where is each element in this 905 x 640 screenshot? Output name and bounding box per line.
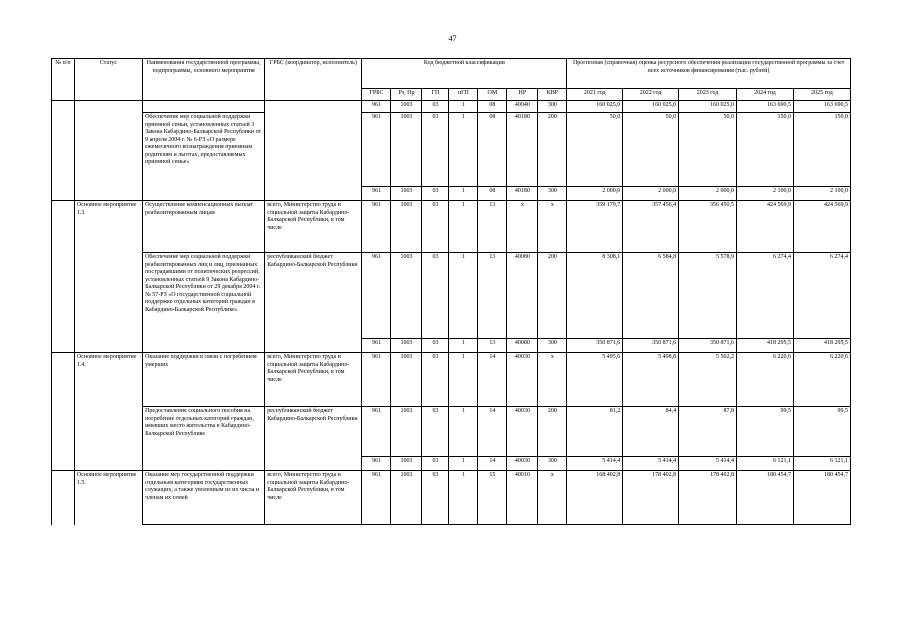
cell: 2 000,0 [567,187,623,201]
cell: 40180 [507,113,538,187]
cell: 300 [538,339,567,353]
cell: х [538,471,567,525]
table-row [52,101,851,113]
cell: 13 [478,253,507,339]
cell: 180 454,7 [737,471,794,525]
cell: 424 569,9 [793,201,850,253]
cell: 1003 [391,353,422,407]
cell: 99,5 [737,407,794,457]
cell: 359 179,7 [567,201,623,253]
table-row [52,113,851,187]
cell: 03 [422,339,449,353]
cell: 03 [422,253,449,339]
cell: 08 [478,187,507,201]
cell: 1 [449,113,478,187]
cell: 40080 [507,339,538,353]
cell: 961 [362,253,391,339]
cell: 178 402,8 [679,471,737,525]
cell: 1 [449,407,478,457]
cell: 180 454,7 [793,471,850,525]
cell: 961 [362,113,391,187]
cell: 40080 [507,253,538,339]
cell: 961 [362,407,391,457]
cell: 163 690,5 [737,101,794,113]
cell: 150,0 [737,113,794,187]
row-grbs: республиканский бюджет Кабардино-Балкарской Республики [265,253,362,353]
cell: 40030 [507,407,538,457]
row-grbs: всего, Министерство труда и социальной защиты Кабардино-Балкарской Республики, в том числе [265,353,362,407]
table-row [52,253,851,339]
cell: 8 308,1 [567,253,623,339]
cell: 03 [422,187,449,201]
cell: 5 495,6 [567,353,623,407]
cell: 1 [449,457,478,471]
sub-pgp: пГП [449,89,478,101]
cell: 178 402,8 [623,471,679,525]
sub-grbs: ГРБС [362,89,391,101]
cell: 961 [362,457,391,471]
cell: 2 100,0 [793,187,850,201]
cell: 03 [422,113,449,187]
cell: 84,4 [623,407,679,457]
table-row [52,201,851,253]
row-status: Основное мероприятие 1.5. [74,471,142,525]
cell: 6 121,1 [737,457,794,471]
cell: 356 450,5 [679,201,737,253]
cell: 961 [362,471,391,525]
col-status: Статус [74,59,142,101]
cell: 5 414,4 [567,457,623,471]
cell: 961 [362,339,391,353]
row-grbs: республиканский бюджет Кабардино-Балкарской Республики [265,407,362,471]
cell: 6 274,4 [793,253,850,339]
row-name: Оказание мер государственной поддержки отдельным категориям государственных служащих, а также уволенным из их числа и членам их семей [143,471,265,525]
sub-2024: 2024 год [737,89,794,101]
cell: х [538,201,567,253]
cell: 1 [449,471,478,525]
cell: 2 100,0 [737,187,794,201]
cell: 40180 [507,187,538,201]
col-forecast: Прогнозная (справочная) оценка ресурсного обеспечения реализации государственной программы за счет всех источников финансирования (тыс. рублей) [567,59,851,89]
cell: 1 [449,101,478,113]
cell: 14 [478,353,507,407]
row-status: Основное мероприятие 1.3. [74,201,142,253]
row-name: Обеспечение мер социальной поддержки реабилитированных лиц и лиц, признанных пострадавшими от политических репрессий, установленных статьей 9 Закона Кабардино-Балкарской Республики от 29 декабря 2004 г. № 57-РЗ «О государственной социальной поддержке отдельных категорий граждан в Кабардино-Балкарской Республике» [143,253,265,353]
cell: 200 [538,113,567,187]
cell: 87,8 [679,407,737,457]
cell: 350 871,6 [567,339,623,353]
col-grbs: ГРБС (координатор, исполнитель) [265,59,362,101]
row-name: Предоставление социального пособия на погребение отдельных категорий граждан, имевших место жительства в Кабардино-Балкарской Республике [143,407,265,471]
sub-om: ОМ [478,89,507,101]
row-name: Обеспечение мер социальной поддержки приемной семьи, установленных статьей 3 Закона Кабардино-Балкарской Республики от 9 апреля 2004 г. № 6-РЗ «О размере ежемесячного вознаграждения приемным родителям и льготах, предоставляемых приемной семье» [143,113,265,201]
cell: 50,0 [567,113,623,187]
cell: 200 [538,407,567,457]
cell: 08 [478,101,507,113]
page-number: 47 [448,34,457,43]
cell: 1003 [391,471,422,525]
cell: 14 [478,457,507,471]
cell: 03 [422,101,449,113]
cell: 160 025,0 [567,101,623,113]
cell: 357 456,4 [623,201,679,253]
cell: 5 498,8 [623,353,679,407]
cell: 40030 [507,353,538,407]
cell: 03 [422,201,449,253]
cell: 961 [362,101,391,113]
cell: 13 [478,339,507,353]
cell: 150,0 [793,113,850,187]
cell: 6 121,1 [793,457,850,471]
row-grbs: всего, Министерство труда и социальной защиты Кабардино-Балкарской Республики, в том числе [265,471,362,525]
cell: 81,2 [567,407,623,457]
cell: 6 584,8 [623,253,679,339]
cell: 300 [538,187,567,201]
cell: 40040 [507,101,538,113]
cell: 300 [538,457,567,471]
cell: 14 [478,407,507,457]
cell: 40010 [507,471,538,525]
cell: 6 220,6 [793,353,850,407]
sub-gp: ГП [422,89,449,101]
cell: 2 000,0 [623,187,679,201]
sub-rzpr: Рз, Пр [391,89,422,101]
cell: 03 [422,407,449,457]
cell: 03 [422,353,449,407]
cell: х [538,353,567,407]
cell: 160 025,0 [679,101,737,113]
table-row [52,471,851,525]
cell: 168 402,8 [567,471,623,525]
col-name: Наименования государственной программы, подпрограммы, основного мероприятия [143,59,265,101]
cell: 99,5 [793,407,850,457]
cell: 50,0 [679,113,737,187]
col-code: Код бюджетной классификации [362,59,567,89]
sub-2023: 2023 год [679,89,737,101]
col-num: № п/п [52,59,75,101]
cell: 160 025,0 [623,101,679,113]
sub-nr: НР [507,89,538,101]
cell: 1 [449,201,478,253]
cell: 5 502,2 [679,353,737,407]
cell: 961 [362,201,391,253]
cell: 03 [422,457,449,471]
cell: 15 [478,471,507,525]
cell: 1003 [391,457,422,471]
cell: 1003 [391,339,422,353]
cell: 6 220,6 [737,353,794,407]
cell: 1 [449,353,478,407]
cell: 5 414,4 [679,457,737,471]
cell: 1 [449,187,478,201]
cell: 424 569,9 [737,201,794,253]
cell: 6 274,4 [737,253,794,339]
cell: 50,0 [623,113,679,187]
cell: 1 [449,339,478,353]
cell: 1003 [391,253,422,339]
row-grbs: всего, Министерство труда и социальной защиты Кабардино-Балкарской Республики, в том числе [265,201,362,253]
cell: 5 578,9 [679,253,737,339]
cell: 40030 [507,457,538,471]
sub-kvr: КВР [538,89,567,101]
cell: 961 [362,187,391,201]
cell: 08 [478,113,507,187]
cell: 350 871,6 [679,339,737,353]
cell: 1003 [391,113,422,187]
header-row [52,59,851,89]
row-status: Основное мероприятие 1.4. [74,353,142,407]
cell: 163 690,5 [793,101,850,113]
row-name: Осуществление компенсационных выплат реабилитированным лицам [143,201,265,253]
cell: 1003 [391,187,422,201]
cell: 1003 [391,201,422,253]
cell: 200 [538,253,567,339]
cell: 1003 [391,101,422,113]
cell: 5 414,4 [623,457,679,471]
cell: 13 [478,201,507,253]
table-row [52,353,851,407]
row-name: Оказание поддержки в связи с погребением умерших [143,353,265,407]
sub-2022: 2022 год [623,89,679,101]
budget-table [51,58,851,525]
sub-2021: 2021 год [567,89,623,101]
cell: 1003 [391,407,422,457]
cell: 350 871,6 [623,339,679,353]
cell: 03 [422,471,449,525]
cell: 961 [362,353,391,407]
cell: 1 [449,253,478,339]
cell: 2 000,0 [679,187,737,201]
cell: 418 295,5 [793,339,850,353]
table-row [52,407,851,457]
cell: 418 295,5 [737,339,794,353]
cell: 300 [538,101,567,113]
cell: х [507,201,538,253]
sub-2025: 2025 год [793,89,850,101]
